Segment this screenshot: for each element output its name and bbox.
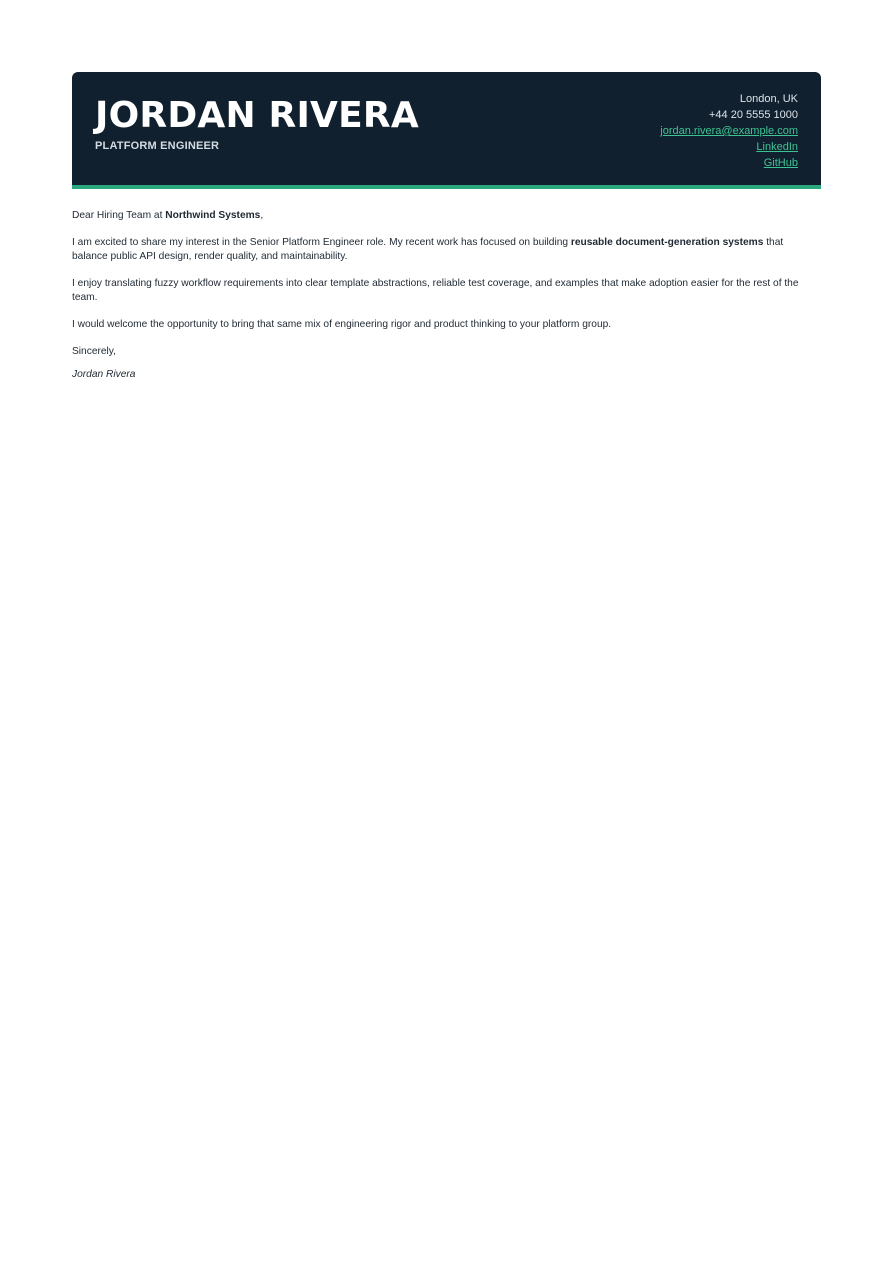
paragraph-2: I enjoy translating fuzzy workflow requirements into clear template abstractions, reliable test coverage, and examples that make adoption easier for the rest of the team.: [72, 278, 799, 303]
salutation-suffix: ,: [260, 210, 264, 221]
paragraph-3: I would welcome the opportunity to bring that same mix of engineering rigor and product thinking to your platform group.: [72, 319, 612, 330]
phone-text: +44 20 5555 1000: [708, 109, 798, 121]
salutation-prefix: Dear Hiring Team at: [72, 210, 166, 221]
closing: Sincerely,: [72, 346, 116, 357]
signature: Jordan Rivera: [72, 369, 136, 380]
paragraph-1: [72, 236, 821, 264]
closing-block: [72, 345, 821, 382]
contact-block: [660, 91, 798, 171]
paragraph-1-end: that balance public API design, render quality, and maintainability.: [72, 237, 784, 262]
linkedin-link[interactable]: LinkedIn: [756, 141, 798, 153]
email-link[interactable]: jordan.rivera@example.com: [660, 125, 798, 137]
applicant-name: JORDAN RIVERA: [95, 95, 419, 136]
location-text: London, UK: [739, 93, 798, 105]
paragraph-1-highlight: reusable document-generation systems: [570, 237, 764, 248]
github-link[interactable]: GitHub: [763, 157, 798, 169]
company-name: Northwind Systems: [165, 210, 261, 221]
letter-body: [72, 209, 821, 382]
applicant-role: PLATFORM ENGINEER: [95, 140, 220, 152]
cover-letter-page: [72, 72, 821, 395]
salutation: [72, 209, 821, 223]
letter-header: [72, 72, 821, 189]
paragraph-1-start: I am excited to share my interest in the Senior Platform Engineer role. My recent work has focused on building: [72, 237, 571, 248]
